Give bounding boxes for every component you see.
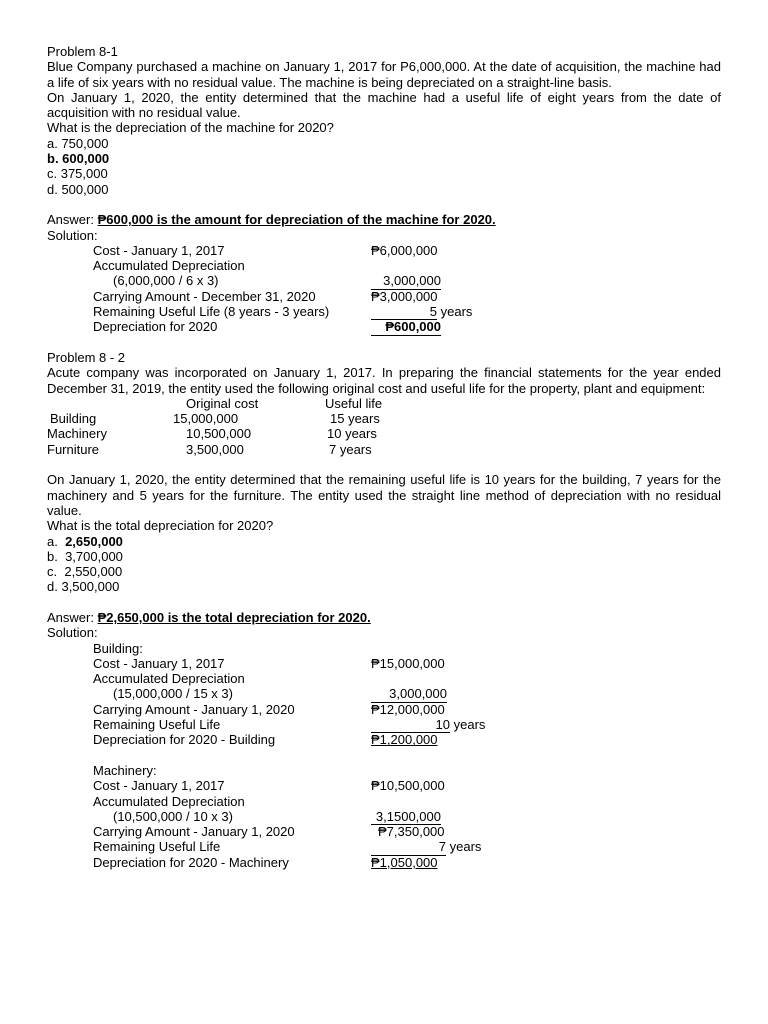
choice-value: 3,700,000 (65, 548, 123, 564)
table-cost: 10,500,000 (186, 426, 252, 442)
solution-row (47, 839, 721, 854)
row-label: Carrying Amount - December 31, 2020 (93, 288, 316, 304)
row-value: 3,1500,000 (371, 809, 441, 825)
row-value: ₱1,200,000 (371, 732, 438, 748)
choice-value: 3,500,000 (61, 579, 120, 595)
problem-2-text-2: On January 1, 2020, the entity determined that the remaining useful life is 10 years for the building, 7 years for the machinery and 5 years for the furniture. The entity used the straight line method of depreciation with no residual value. (47, 472, 721, 518)
row-suffix: years (437, 304, 473, 320)
solution-row (47, 273, 721, 288)
row-value: ₱15,000,000 (371, 655, 445, 671)
row-label: Accumulated Depreciation (93, 671, 245, 687)
solution-row (47, 243, 721, 258)
choice-correct: b. 600,000 (47, 151, 110, 167)
row-value: ₱10,500,000 (371, 778, 445, 794)
row-value: 3,000,000 (371, 273, 441, 289)
row-value: 7 (371, 839, 446, 855)
choice: c. 375,000 (47, 166, 108, 182)
row-label: Accumulated Depreciation (93, 793, 245, 809)
solution-label: Solution: (47, 625, 98, 641)
answer-text: ₱2,650,000 is the total depreciation for 2020. (97, 609, 371, 625)
header-original-cost: Original cost (186, 395, 259, 411)
problem-2-question: What is the total depreciation for 2020? (47, 518, 274, 534)
row-value: ₱1,050,000 (371, 854, 438, 870)
row-value: ₱600,000 (371, 319, 441, 335)
solution-row (47, 717, 721, 732)
solution-row (47, 289, 721, 304)
solution-row (47, 855, 721, 870)
table-item: Machinery (47, 426, 107, 442)
row-suffix: years (446, 839, 482, 855)
choice: d. 500,000 (47, 181, 109, 197)
building-heading: Building: (93, 640, 143, 656)
problem-2-answer (47, 610, 721, 625)
choice (47, 564, 721, 579)
solution-row (47, 656, 721, 671)
row-value: ₱12,000,000 (371, 701, 445, 717)
table-life: 7 years (329, 441, 372, 457)
row-label: Carrying Amount - January 1, 2020 (93, 701, 295, 717)
table-life: 15 years (330, 411, 380, 427)
table-item: Building (50, 411, 97, 427)
row-value: ₱6,000,000 (371, 242, 438, 258)
row-value: 5 (371, 304, 437, 320)
answer-text: ₱600,000 is the amount for depreciation of the machine for 2020. (97, 212, 496, 228)
solution-row (47, 809, 721, 824)
choice (47, 579, 721, 594)
table-cost: 15,000,000 (173, 411, 239, 427)
choice-value: 2,650,000 (65, 533, 123, 549)
choice-letter: b. (47, 548, 58, 564)
choice: a. 750,000 (47, 135, 109, 151)
answer-prefix: Answer: (47, 609, 98, 625)
row-value: 3,000,000 (371, 686, 447, 702)
machinery-heading: Machinery: (93, 762, 157, 778)
problem-1-text-2: On January 1, 2020, the entity determined that the machine had a useful life of eight years from the date of acquisition with no residual value. (47, 89, 721, 121)
solution-row (47, 794, 721, 809)
choice-correct (47, 534, 721, 549)
row-value: ₱3,000,000 (371, 288, 438, 304)
header-useful-life: Useful life (325, 395, 383, 411)
table-row (47, 411, 721, 426)
table-row (47, 426, 721, 441)
solution-row (47, 702, 721, 717)
choice-letter: c. (47, 564, 58, 580)
table-life: 10 years (327, 426, 377, 442)
row-label: Depreciation for 2020 (93, 319, 218, 335)
choice-letter: a. (47, 533, 58, 549)
row-label: (6,000,000 / 6 x 3) (113, 273, 219, 289)
solution-row (47, 824, 721, 839)
problem-1-title: Problem 8-1 (47, 44, 118, 59)
choice-letter: d. (47, 579, 58, 595)
problem-1-text: Blue Company purchased a machine on January 1, 2017 for P6,000,000. At the date of acquisition, the machine had a life of six years with no residual value. The machine is being depreciated on a straight-line basis. (47, 59, 721, 90)
row-label: Remaining Useful Life (93, 839, 221, 855)
row-value: ₱7,350,000 (378, 824, 445, 840)
solution-row (47, 671, 721, 686)
row-label: Cost - January 1, 2017 (93, 242, 225, 258)
problem-1-question: What is the depreciation of the machine for 2020? (47, 120, 334, 136)
solution-row (47, 304, 721, 319)
choice-value: 2,550,000 (64, 564, 123, 580)
problem-2-text: Acute company was incorporated on January 1, 2017. In preparing the financial statements for the year ended December 31, 2019, the entity used the following original cost and useful life for the property, plant and equipment: (47, 365, 721, 396)
solution-row (47, 732, 721, 747)
row-label: Accumulated Depreciation (93, 258, 245, 274)
table-item: Furniture (47, 441, 100, 457)
ppe-table-header (47, 396, 721, 411)
row-label: (15,000,000 / 15 x 3) (113, 686, 233, 702)
row-value: 10 (371, 717, 450, 733)
section-heading (47, 763, 721, 778)
row-label: Cost - January 1, 2017 (93, 655, 225, 671)
problem-1-answer (47, 212, 721, 227)
solution-row (47, 319, 721, 334)
row-label: (10,500,000 / 10 x 3) (113, 808, 233, 824)
table-cost: 3,500,000 (186, 441, 244, 457)
row-label: Depreciation for 2020 - Machinery (93, 854, 289, 870)
choice (47, 549, 721, 564)
row-label: Carrying Amount - January 1, 2020 (93, 824, 295, 840)
section-heading (47, 641, 721, 656)
row-label: Depreciation for 2020 - Building (93, 732, 276, 748)
solution-row (47, 778, 721, 793)
solution-label: Solution: (47, 227, 98, 243)
solution-row (47, 686, 721, 701)
answer-prefix: Answer: (47, 212, 98, 228)
table-row (47, 442, 721, 457)
row-label: Remaining Useful Life (8 years - 3 years) (93, 304, 330, 320)
row-label: Cost - January 1, 2017 (93, 778, 225, 794)
row-label: Remaining Useful Life (93, 717, 221, 733)
solution-row (47, 258, 721, 273)
document-page (47, 44, 721, 870)
problem-2-title: Problem 8 - 2 (47, 349, 126, 365)
row-suffix: years (450, 717, 486, 733)
